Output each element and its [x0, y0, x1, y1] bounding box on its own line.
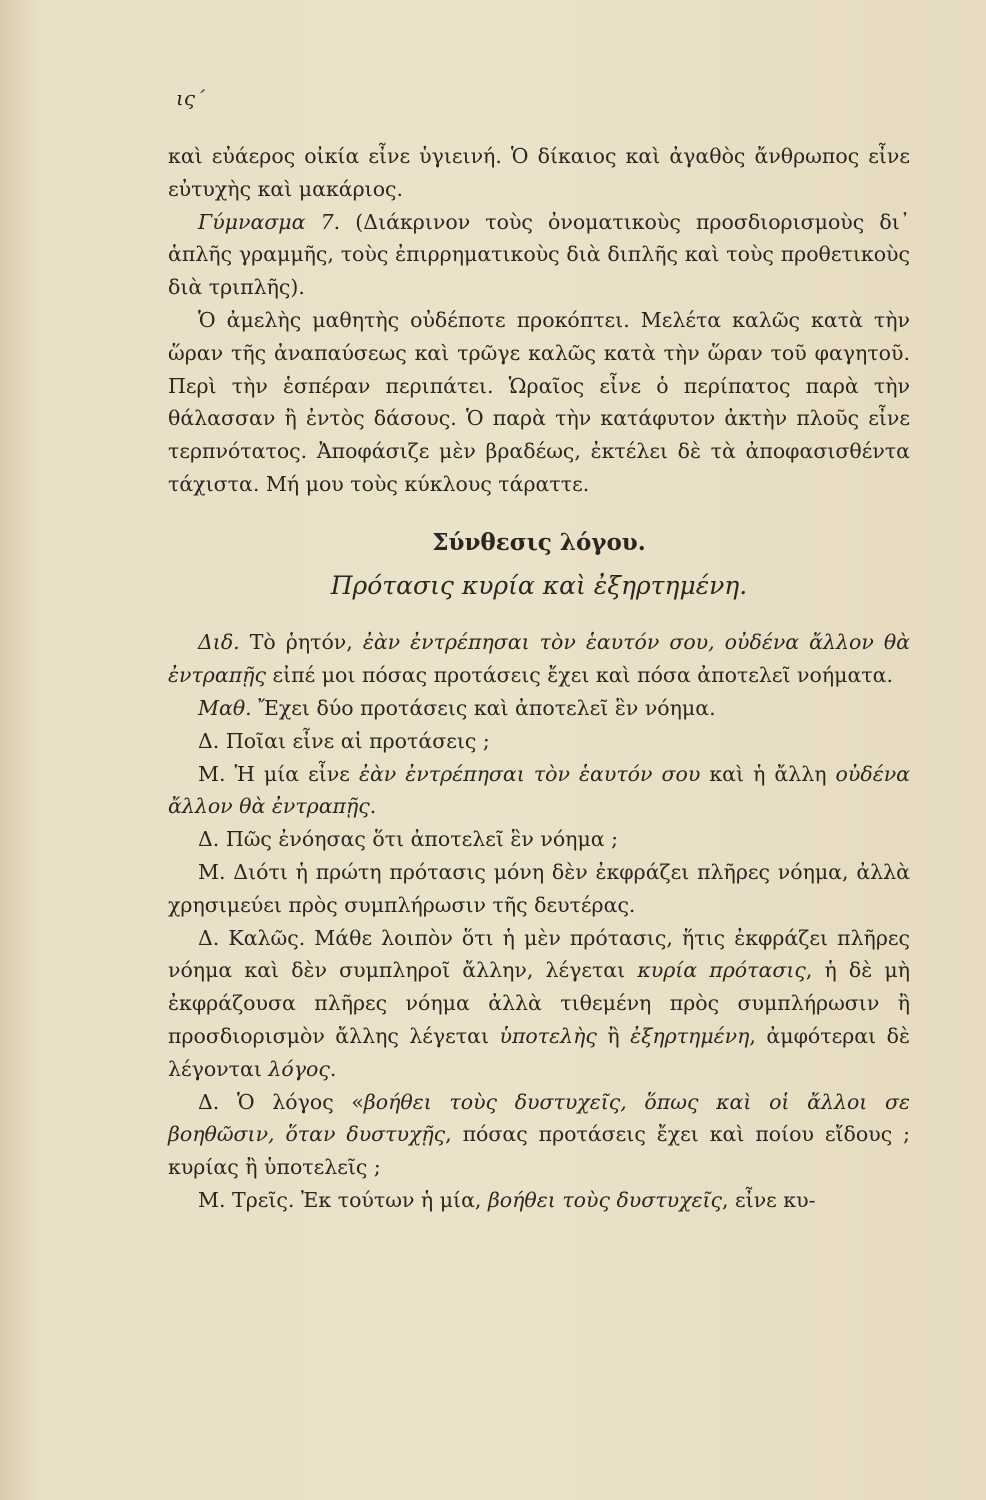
text: Μ. Ἡ μία εἶνε	[198, 761, 359, 786]
dialogue-student-3	[168, 856, 910, 922]
dialogue-teacher-2	[168, 725, 910, 758]
text: (Διάκρινον τοὺς ὀνοματικοὺς προσδιορισμοὺς δι᾽ ἁπλῆς γραμμῆς, τοὺς ἐπιρρηματικοὺς διὰ διπλῆς καὶ τοὺς προθετικοὺς διὰ τριπλῆς).	[168, 209, 910, 300]
text: καὶ ἡ ἄλλη	[700, 761, 836, 786]
dialogue-teacher-4	[168, 922, 910, 1086]
quote: οὐδένα ἄλλον θὰ ἐντραπῇς	[168, 761, 910, 819]
text: Τὸ ῥητόν,	[239, 630, 363, 655]
dialogue-student-1	[168, 692, 910, 725]
page-number: ις΄	[176, 86, 206, 110]
dialogue-teacher-3	[168, 823, 910, 856]
quote: βοήθει τοὺς δυστυχεῖς, ὅπως καὶ οἱ ἄλλοι σε βοηθῶσιν, ὅταν δυστυχῇς	[168, 1089, 910, 1147]
text: Δ. Ποῖαι εἶνε αἱ προτάσεις ;	[198, 728, 490, 753]
speaker-label: Διδ.	[198, 630, 240, 655]
text: Δ. Πῶς ἐνόησας ὅτι ἀποτελεῖ ἓν νόημα ;	[198, 827, 619, 852]
term: λόγος	[268, 1056, 330, 1081]
paragraph-intro	[168, 140, 910, 206]
speaker-label: Μαθ.	[198, 695, 252, 720]
term: ἐξηρτημένη	[630, 1023, 750, 1048]
text: εἰπέ μοι πόσας προτάσεις ἔχει καὶ πόσα ἀποτελεῖ νοήματα.	[265, 663, 894, 688]
quote: ἐὰν ἐντρέπησαι τὸν ἑαυτόν σου, οὐδένα ἄλλον θὰ ἐντραπῇς	[168, 630, 911, 688]
text: ἢ	[596, 1023, 631, 1048]
section-heading: Σύνθεσις λόγου.	[432, 528, 646, 556]
text: Δ. Καλῶς. Μάθε λοιπὸν ὅτι ἡ μὲν πρότασις, ἥτις ἐκφράζει πλῆρες νόημα καὶ δὲν συμπληροῖ ἄλλην, λέγεται	[168, 925, 910, 983]
text: Δ. Ὁ λόγος «	[198, 1089, 364, 1114]
quote: ἐὰν ἐντρέπησαι τὸν ἑαυτόν σου	[358, 761, 701, 786]
exercise-label: Γύμνασμα 7.	[198, 209, 341, 234]
text: Μ. Τρεῖς. Ἐκ τούτων ἡ μία,	[198, 1187, 488, 1212]
dialogue-teacher-1	[168, 626, 910, 692]
text: καὶ εὐάερος οἰκία εἶνε ὑγιεινή. Ὁ δίκαιος καὶ ἀγαθὸς ἄνθρωπος εἶνε εὐτυχὴς καὶ μακάριος.	[168, 144, 910, 201]
text: Μ. Διότι ἡ πρώτη πρότασις μόνη δὲν ἐκφράζει πλῆρες νόημα, ἀλλὰ χρησιμεύει πρὸς συμπλήρωσιν τῆς δευτέρας.	[168, 859, 910, 917]
dialogue-teacher-5	[168, 1086, 910, 1184]
term: ὑποτελὴς	[499, 1023, 597, 1048]
text: Ὁ ἀμελὴς μαθητὴς οὐδέποτε προκόπτει. Μελέτα καλῶς κατὰ τὴν ὥραν τῆς ἀναπαύσεως καὶ τρῶγε καλῶς κατὰ τὴν ὥραν τοῦ φαγητοῦ. Περὶ τὴν ἑσπέραν περιπάτει. Ὡραῖος εἶνε ὁ περίπατος παρὰ τὴν θάλασσαν ἢ ἐντὸς δάσους. Ὁ παρὰ τὴν κατάφυτον ἀκτὴν πλοῦς εἶνε τερπνότατος. Ἀποφάσιζε μὲν βραδέως, ἐκτέλει δὲ τὰ ἀποφασισθέντα τάχιστα. Μή μου τοὺς κύκλους τάραττε.	[168, 307, 910, 496]
page-body	[168, 140, 910, 1217]
paragraph-exercise-text	[168, 304, 910, 501]
text: , πόσας προτάσεις ἔχει καὶ ποίου εἴδους ; κυρίας ἢ ὑποτελεῖς ;	[168, 1122, 911, 1180]
term: κυρία πρότασις	[637, 958, 806, 983]
text: , ἡ δὲ μὴ ἐκφράζουσα πλῆρες νόημα ἀλλὰ τιθεμένη πρὸς συμπλήρωσιν ἢ προσδιορισμὸν ἄλλης λέγεται	[168, 958, 911, 1048]
subsection-heading: Πρότασις κυρία καὶ ἐξηρτημένη.	[330, 570, 748, 600]
paragraph-exercise	[168, 206, 910, 304]
quote: βοήθει τοὺς δυστυχεῖς	[487, 1187, 723, 1212]
text: Ἔχει δύο προτάσεις καὶ ἀποτελεῖ ἓν νόημα.	[251, 695, 716, 720]
dialogue-student-4	[168, 1184, 910, 1217]
dialogue-student-2	[168, 758, 910, 824]
text: , ἀμφότεραι δὲ λέγονται	[168, 1023, 910, 1081]
text: .	[329, 1056, 337, 1081]
text: .	[369, 794, 377, 819]
text: , εἶνε κυ-	[722, 1187, 816, 1212]
